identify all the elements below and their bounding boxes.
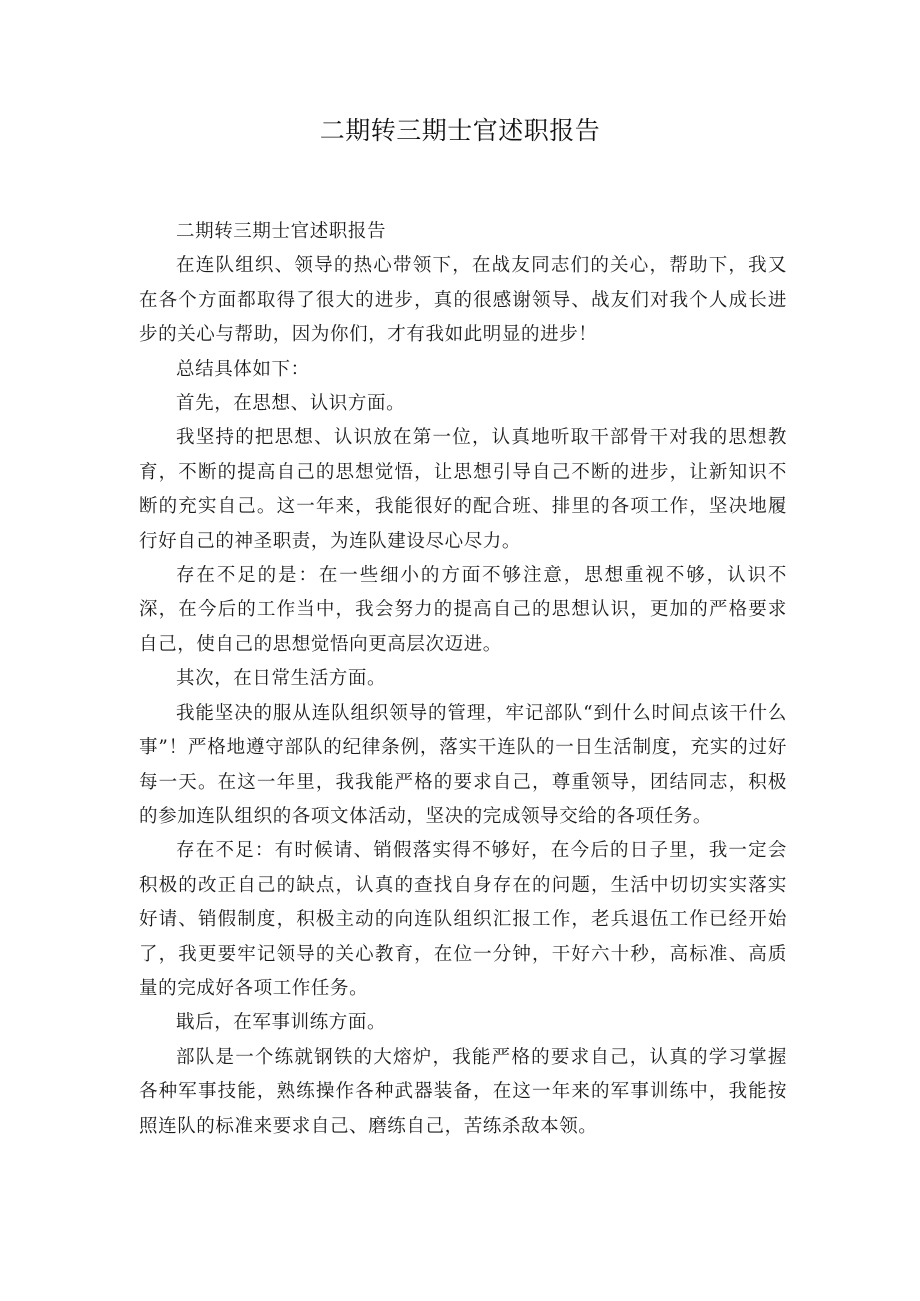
- paragraph-daily-life-shortcoming: 存在不足：有时候请、销假落实得不够好，在今后的日子里，我一定会积极的改正自己的缺点，认真的查找自身存在的问题，生活中切切实实落实好请、销假制度，积极主动的向连队组织汇报工作，老兵退伍工作已经开始了，我更要牢记领导的关心教育，在位一分钟，干好六十秒，高标准、高质量的完成好各项工作任务。: [139, 840, 787, 999]
- heading-daily-life: 其次，在日常生活方面。: [176, 668, 387, 690]
- paragraph-daily-life: 我能坚决的服从连队组织领导的管理，牢记部队“到什么时间点该干什么事”！严格地遵守部队的纪律条例，落实干连队的一日生活制度，充实的过好每一天。在这一年里，我我能严格的要求自己，尊重领导，团结同志，积极的参加连队组织的各项文体活动，坚决的完成领导交给的各项任务。: [139, 702, 787, 827]
- paragraph-thought-shortcoming: 存在不足的是：在一些细小的方面不够注意，思想重视不够，认识不深，在今后的工作当中，我会努力的提高自己的思想认识，更加的严格要求自己，使自己的思想觉悟向更高层次迈进。: [139, 565, 787, 655]
- paragraph-intro: 在连队组织、领导的热心带领下，在战友同志们的关心，帮助下，我又在各个方面都取得了很大的进步，真的很感谢领导、战友们对我个人成长进步的关心与帮助，因为你们，才有我如此明显的进步！: [139, 255, 787, 346]
- paragraph-summary-lead: 总结具体如下：: [176, 358, 310, 380]
- paragraph-training: 部队是一个练就钢铁的大熔炉，我能严格的要求自己，认真的学习掌握各种军事技能，熟练操作各种武器装备，在这一年来的军事训练中，我能按照连队的标准来要求自己、磨练自己，苦练杀敌本领。: [139, 1046, 787, 1137]
- heading-training: 戢后，在军事训练方面。: [176, 1012, 387, 1034]
- paragraph-thought: 我坚持的把思想、认识放在第一位，认真地听取干部骨干对我的思想教育，不断的提高自己的思想觉悟，让思想引导自己不断的进步，让新知识不断的充实自己。这一年来，我能很好的配合班、排里的各项工作，坚决地履行好自己的神圣职责，为连队建设尽心尽力。: [139, 427, 787, 552]
- document-title: 二期转三期士官述职报告: [319, 116, 601, 145]
- document-body: [139, 215, 787, 1144]
- paragraph-subtitle: 二期转三期士官述职报告: [176, 221, 387, 242]
- heading-thought: 首先，在思想、认识方面。: [176, 393, 406, 415]
